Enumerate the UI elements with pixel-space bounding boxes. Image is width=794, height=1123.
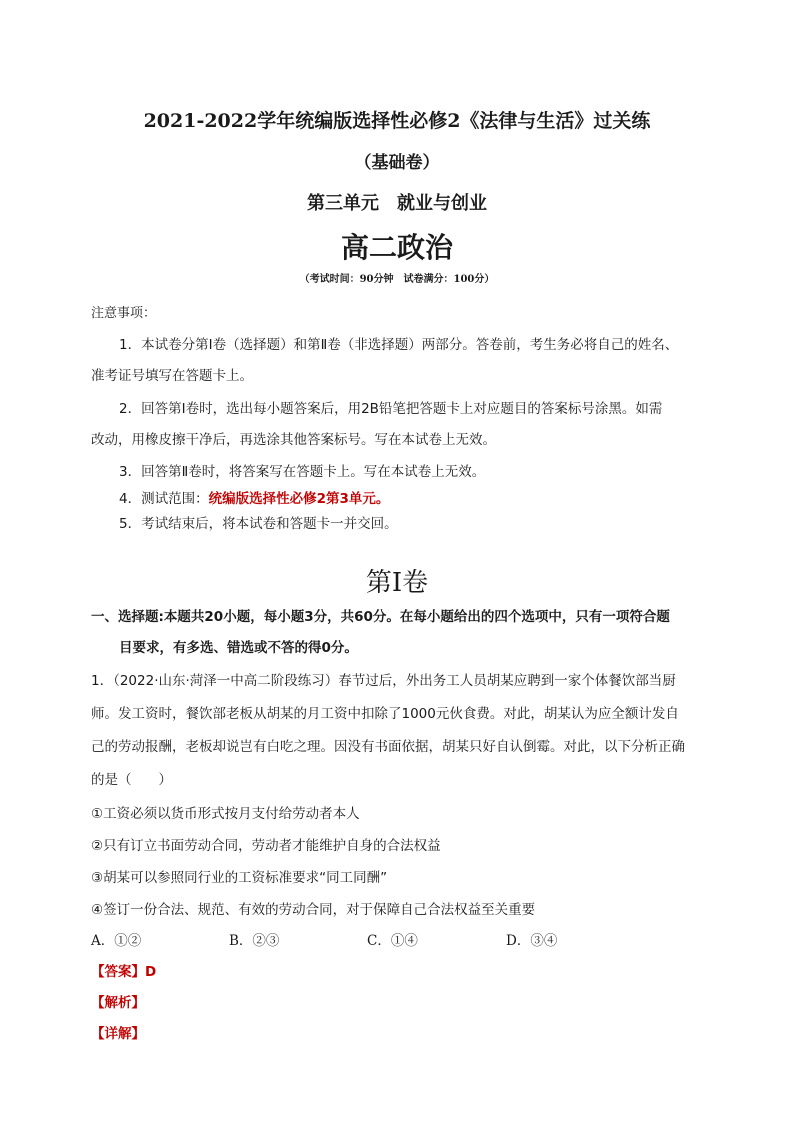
option-d: D．③④ xyxy=(506,933,558,949)
note-item-3: 3．回答第Ⅱ卷时，将答案写在答题卡上。写在本试卷上无效。 xyxy=(119,464,486,480)
option-c: C．①④ xyxy=(367,933,418,949)
section-instruction-emphasis: 四个选项中 xyxy=(494,609,562,625)
option-b: B．②③ xyxy=(229,933,280,949)
analysis-label: 【解析】 xyxy=(91,995,145,1011)
answer-value: D xyxy=(145,964,157,980)
question-1-line-2: 师。发工资时，餐饮部老板从胡某的月工资中扣除了1000元伙食费。对此，胡某认为应全额计发自 xyxy=(91,706,679,722)
note-item-4-prefix: 4．测试范围： xyxy=(119,491,209,507)
question-1-line-3: 己的劳动报酬，老板却说岂有白吃之理。因没有书面依据，胡某只好自认倒霉。对此，以下分析正确 xyxy=(91,739,685,755)
exam-subtitle: （基础卷） xyxy=(354,153,440,173)
section-label: 一、选择题: xyxy=(91,609,164,625)
unit-title: 第三单元 就业与创业 xyxy=(307,193,487,214)
notes-heading: 注意事项： xyxy=(91,306,157,321)
section-instruction-tail: ，只有一项符合题 xyxy=(561,609,670,625)
answer-label: 【答案】 xyxy=(91,964,145,980)
note-item-1-line-1: 1．本试卷分第Ⅰ卷（选择题）和第Ⅱ卷（非选择题）两部分。答卷前，考生务必将自己的姓名、 xyxy=(119,337,679,353)
note-item-1-line-2: 准考证号填写在答题卡上。 xyxy=(91,368,253,384)
statement-3: ③胡某可以参照同行业的工资标准要求“同工同酬” xyxy=(91,870,388,886)
statement-1: ①工资必须以货币形式按月支付给劳动者本人 xyxy=(91,806,360,822)
note-item-2-line-1: 2．回答第Ⅰ卷时，选出每小题答案后，用2B铅笔把答题卡上对应题目的答案标号涂黑。如需 xyxy=(119,401,663,417)
option-a: A．①② xyxy=(91,933,142,949)
note-item-2-line-2: 改动，用橡皮擦干净后，再选涂其他答案标号。写在本试卷上无效。 xyxy=(91,432,496,448)
note-item-4 xyxy=(119,487,389,507)
question-1-line-1: 1．（2022·山东·菏泽一中高二阶段练习）春节过后，外出务工人员胡某应聘到一家个体餐饮部当厨 xyxy=(91,673,676,689)
exam-info: （考试时间：90分钟 试卷满分：100分） xyxy=(299,274,495,285)
answer-line xyxy=(91,960,156,980)
exam-title: 2021-2022学年统编版选择性必修2《法律与生活》过关练 xyxy=(143,110,651,132)
section-instruction-line-2: 目要求，有多选、错选或不答的得0分。 xyxy=(119,640,358,656)
volume-title: 第Ⅰ卷 xyxy=(365,568,429,598)
statement-2: ②只有订立书面劳动合同，劳动者才能维护自身的合法权益 xyxy=(91,838,441,854)
question-1-line-4: 的是（ ） xyxy=(91,772,172,788)
statement-4: ④签订一份合法、规范、有效的劳动合同，对于保障自己合法权益至关重要 xyxy=(91,902,536,918)
note-item-5: 5．考试结束后，将本试卷和答题卡一并交回。 xyxy=(119,516,398,532)
section-instruction-line-1 xyxy=(91,605,670,625)
test-scope: 统编版选择性必修2第3单元。 xyxy=(208,491,390,507)
section-instruction-text: 本题共20小题，每小题3分，共60分。在每小题给出的 xyxy=(163,609,495,625)
detail-label: 【详解】 xyxy=(91,1026,145,1042)
subject-title: 高二政治 xyxy=(340,231,453,264)
